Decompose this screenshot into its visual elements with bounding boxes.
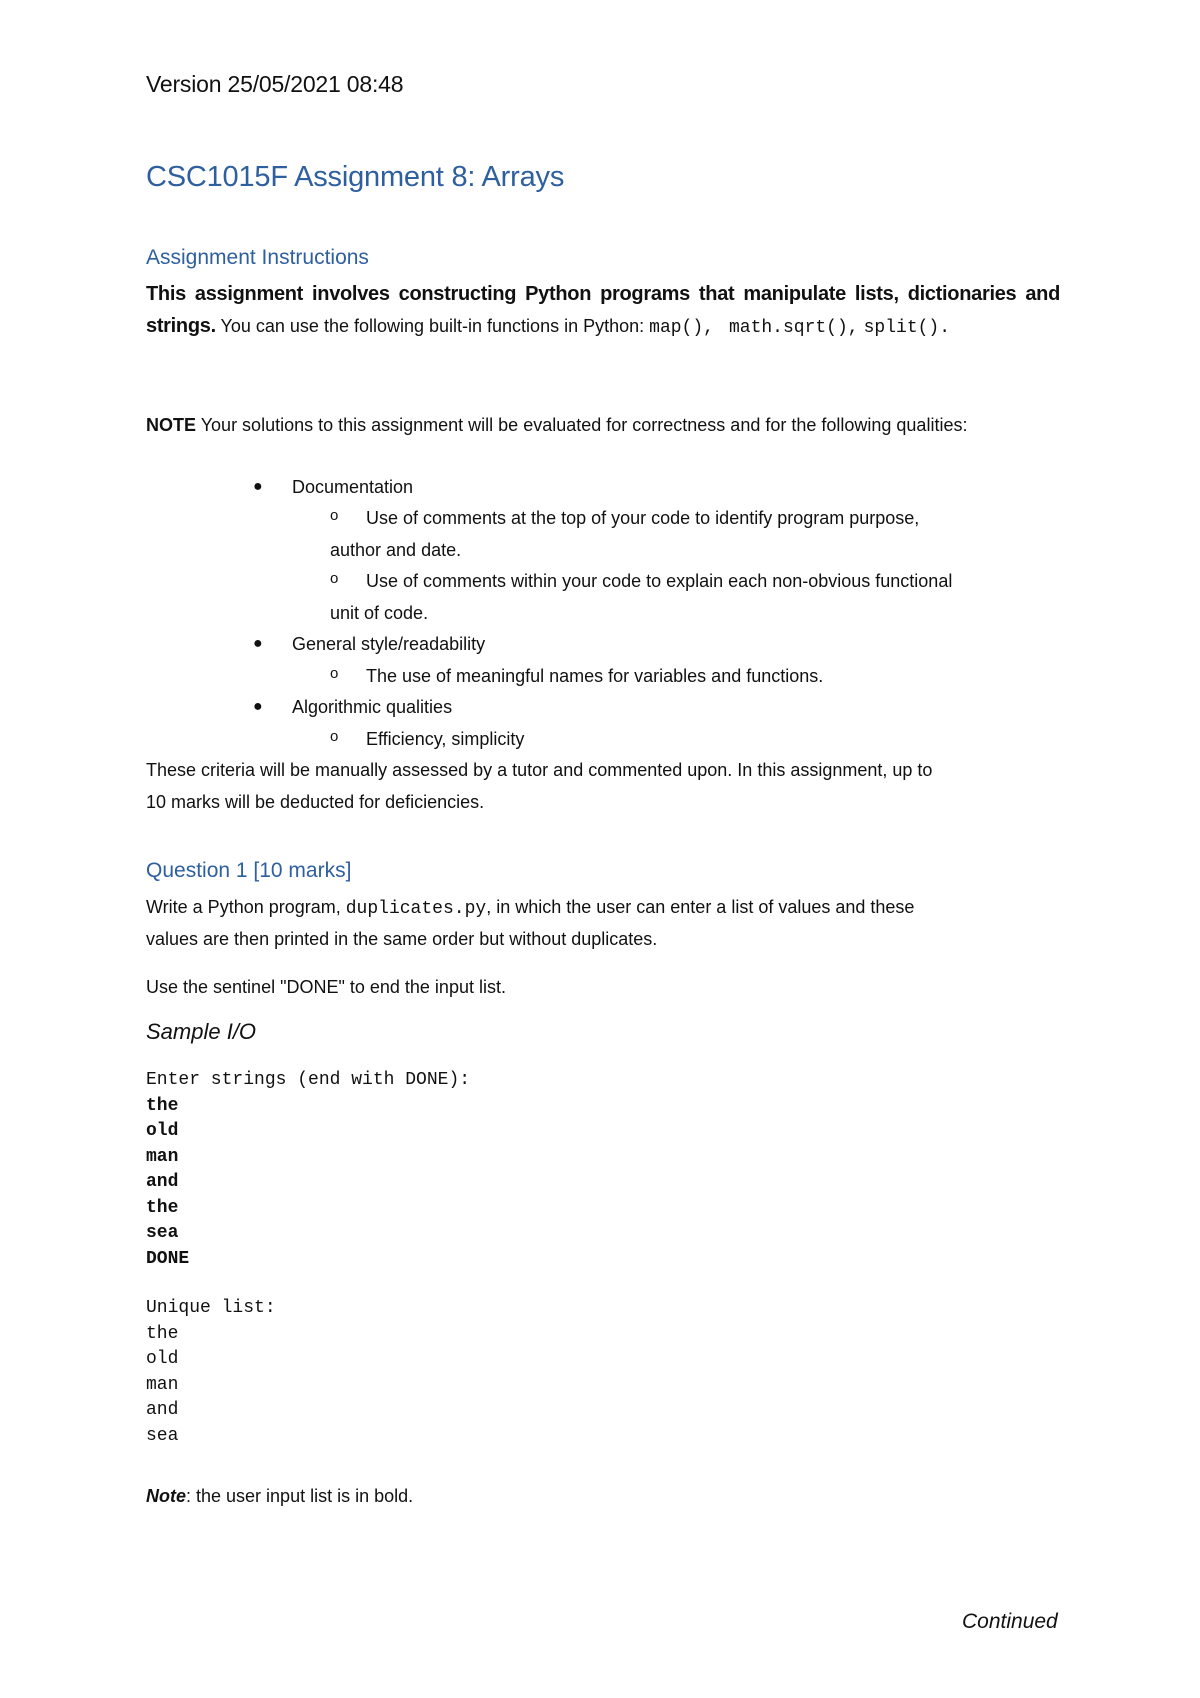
filename-duplicates: duplicates.py xyxy=(345,899,487,919)
user-input-line: the xyxy=(146,1197,179,1218)
user-input-line: man xyxy=(146,1146,179,1167)
output-line: the xyxy=(146,1323,179,1344)
question1-para2: Use the sentinel "DONE" to end the input list. xyxy=(146,977,506,997)
criterion-algorithmic: Algorithmic qualities xyxy=(292,697,453,717)
instructions-heading: Assignment Instructions xyxy=(146,246,369,269)
page-title: CSC1015F Assignment 8: Arrays xyxy=(146,161,565,193)
user-input-line: and xyxy=(146,1172,179,1192)
sub-bullet-circle: o xyxy=(330,507,339,524)
closing-line-2: 10 marks will be deducted for deficiencies. xyxy=(146,792,485,812)
bullet-dot: ● xyxy=(253,478,263,495)
note-text: Your solutions to this assignment will be evaluated for correctness and for the following qualities: xyxy=(196,415,968,435)
question1-note xyxy=(146,1480,413,1512)
output-line: man xyxy=(146,1374,179,1395)
criterion-style-sub1: The use of meaningful names for variables and functions. xyxy=(366,666,824,686)
output-line: old xyxy=(146,1349,179,1369)
note-rest-text: : the user input list is in bold. xyxy=(186,1486,414,1506)
criterion-doc-sub1-line1: Use of comments at the top of your code to identify program purpose, xyxy=(366,508,920,528)
intro-bold-text: This assignment involves constructing Python programs that manipulate lists, dictionaries and strings. xyxy=(146,283,1060,337)
bullet-dot: ● xyxy=(253,635,263,652)
question1-heading: Question 1 [10 marks] xyxy=(146,859,352,882)
criterion-algorithmic-sub1: Efficiency, simplicity xyxy=(366,729,525,749)
sample-prompt: Enter strings (end with DONE): xyxy=(146,1070,471,1090)
continued-footer: Continued xyxy=(962,1610,1058,1633)
criterion-doc-sub1-line2: author and date. xyxy=(330,540,462,560)
user-input-line: DONE xyxy=(146,1248,190,1269)
bullet-dot: ● xyxy=(253,698,263,715)
user-input-line: the xyxy=(146,1095,179,1116)
para1-text-b: , in which the user can enter a list of values and these xyxy=(486,897,915,917)
criterion-doc-sub2-line2: unit of code. xyxy=(330,603,429,623)
question1-para1-line1 xyxy=(146,891,914,925)
instructions-intro xyxy=(146,278,1060,344)
para1-text-a: Write a Python program, xyxy=(146,897,346,917)
intro-rest-text: You can use the following built-in functions in Python: xyxy=(215,316,650,336)
output-heading: Unique list: xyxy=(146,1298,276,1318)
question1-para1-line2: values are then printed in the same order but without duplicates. xyxy=(146,929,658,949)
output-line: and xyxy=(146,1400,179,1420)
sample-io-block xyxy=(146,1068,470,1449)
sub-bullet-circle: o xyxy=(330,665,339,682)
note-bold-label: Note xyxy=(146,1486,186,1506)
sample-io-heading: Sample I/O xyxy=(146,1019,257,1044)
note-paragraph xyxy=(146,409,1060,441)
note-label: NOTE xyxy=(146,415,197,435)
criterion-documentation: Documentation xyxy=(292,477,414,497)
output-line: sea xyxy=(146,1425,179,1446)
user-input-line: old xyxy=(146,1121,179,1141)
sub-bullet-circle: o xyxy=(330,570,339,587)
closing-line-1: These criteria will be manually assessed by a tutor and commented upon. In this assignment, up to xyxy=(146,760,933,780)
criterion-doc-sub2-line1: Use of comments within your code to explain each non-obvious functional xyxy=(366,571,953,591)
version-stamp: Version 25/05/2021 08:48 xyxy=(146,71,404,97)
function-sqrt: math.sqrt(), xyxy=(728,318,859,338)
criterion-style: General style/readability xyxy=(292,634,486,654)
sub-bullet-circle: o xyxy=(330,728,339,745)
function-split: split(). xyxy=(863,318,951,338)
function-map: map(), xyxy=(649,318,714,338)
user-input-line: sea xyxy=(146,1223,179,1243)
